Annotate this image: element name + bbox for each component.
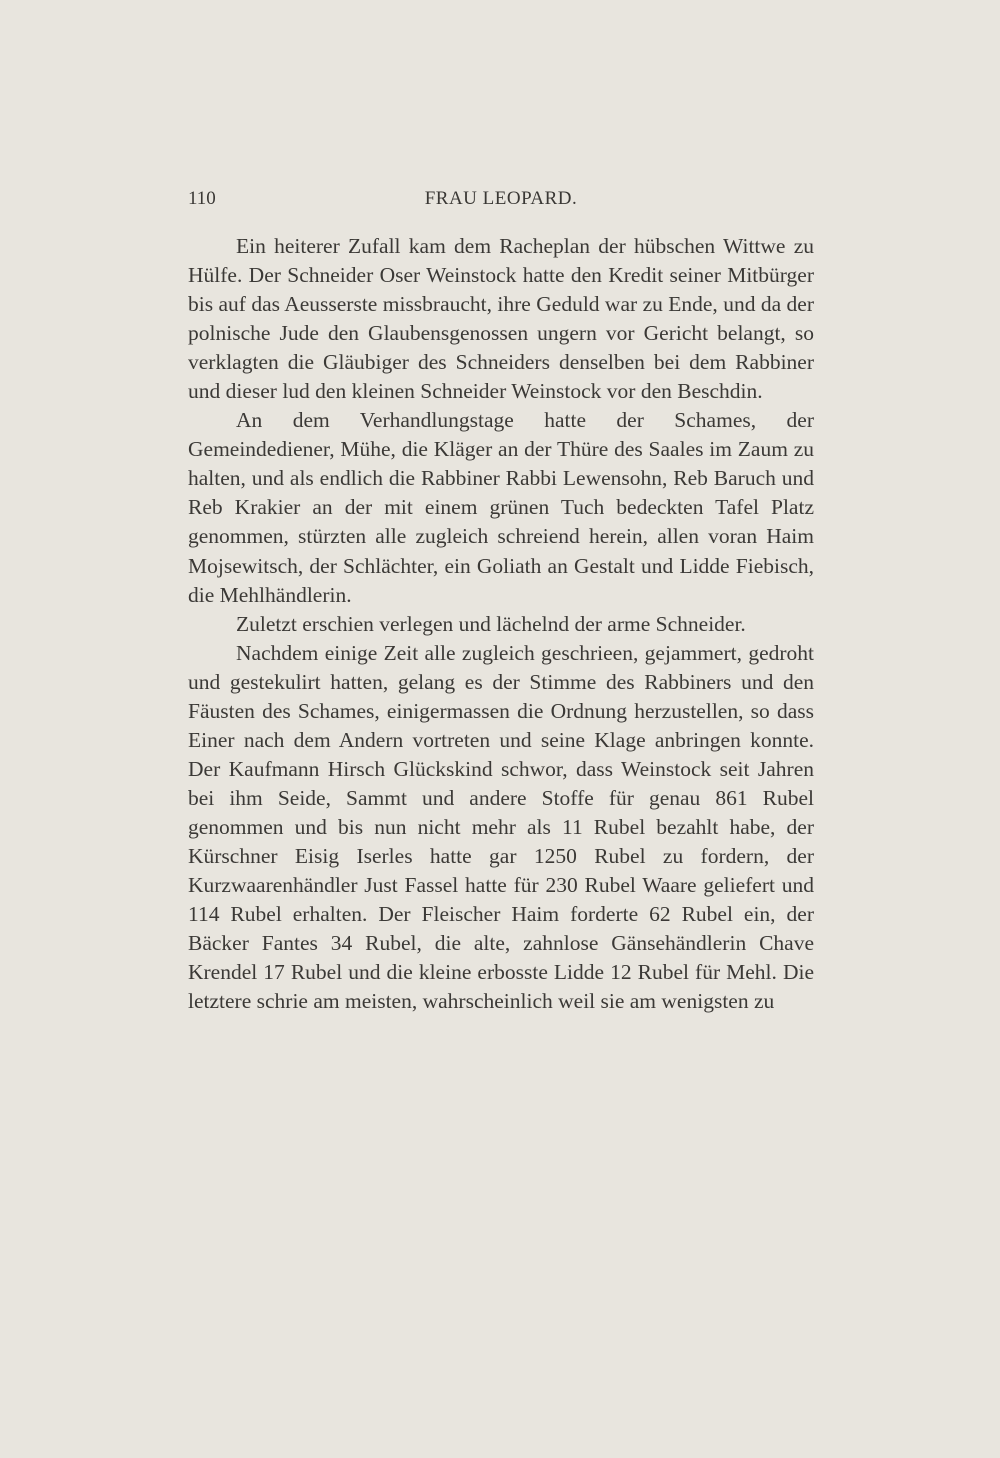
paragraph: Zuletzt erschien verlegen und lächelnd der arme Schneider. (236, 611, 746, 636)
paragraph: Ein heiterer Zufall kam dem Racheplan der hübschen Wittwe zu Hülfe. Der Schneider Oser Weinstock hatte den Kredit seiner Mitbürger bis auf das Aeusserste missbraucht, ihre Geduld war zu Ende, und da der polnische Jude den Glaubensgenossen ungern vor Gericht belangt, so verklagten die Gläubiger des Schneiders denselben bei dem Rabbiner und dieser lud den kleinen Schneider Weinstock vor den Beschdin. (188, 234, 814, 404)
page-title: FRAU LEOPARD. (424, 188, 578, 209)
running-head (188, 188, 814, 218)
body-text (188, 232, 814, 1016)
paragraph: Nachdem einige Zeit alle zugleich geschrieen, gejammert, gedroht und gestekulirt hatten, gelang es der Stimme des Rabbiners und den Fäusten des Schames, einigermassen die Ordnung herzustellen, so dass Einer nach dem Andern vortreten und seine Klage anbringen konnte. Der Kaufmann Hirsch Glückskind schwor, dass Weinstock seit Jahren bei ihm Seide, Sammt und andere Stoffe für genau 861 Rubel genommen und bis nun nicht mehr als 11 Rubel bezahlt habe, der Kürschner Eisig Iserles hatte gar 1250 Rubel zu fordern, der Kurzwaarenhändler Just Fassel hatte für 230 Rubel Waare geliefert und 114 Rubel erhalten. Der Fleischer Haim forderte 62 Rubel ein, der Bäcker Fantes 34 Rubel, die alte, zahnlose Gänsehändlerin Chave Krendel 17 Rubel und die kleine erbosste Lidde 12 Rubel für Mehl. Die letztere schrie am meisten, wahrscheinlich weil sie am wenigsten zu (188, 640, 814, 1014)
paragraph: An dem Verhandlungstage hatte der Schames, der Gemeindediener, Mühe, die Kläger an der Thüre des Saales im Zaum zu halten, und als endlich die Rabbiner Rabbi Lewensohn, Reb Baruch und Reb Krakier an der mit einem grünen Tuch bedeckten Tafel Platz genommen, stürzten alle zugleich schreiend herein, allen voran Haim Mojsewitsch, der Schlächter, ein Goliath an Gestalt und Lidde Fiebisch, die Mehlhändlerin. (188, 408, 814, 607)
page-number: 110 (188, 188, 216, 209)
